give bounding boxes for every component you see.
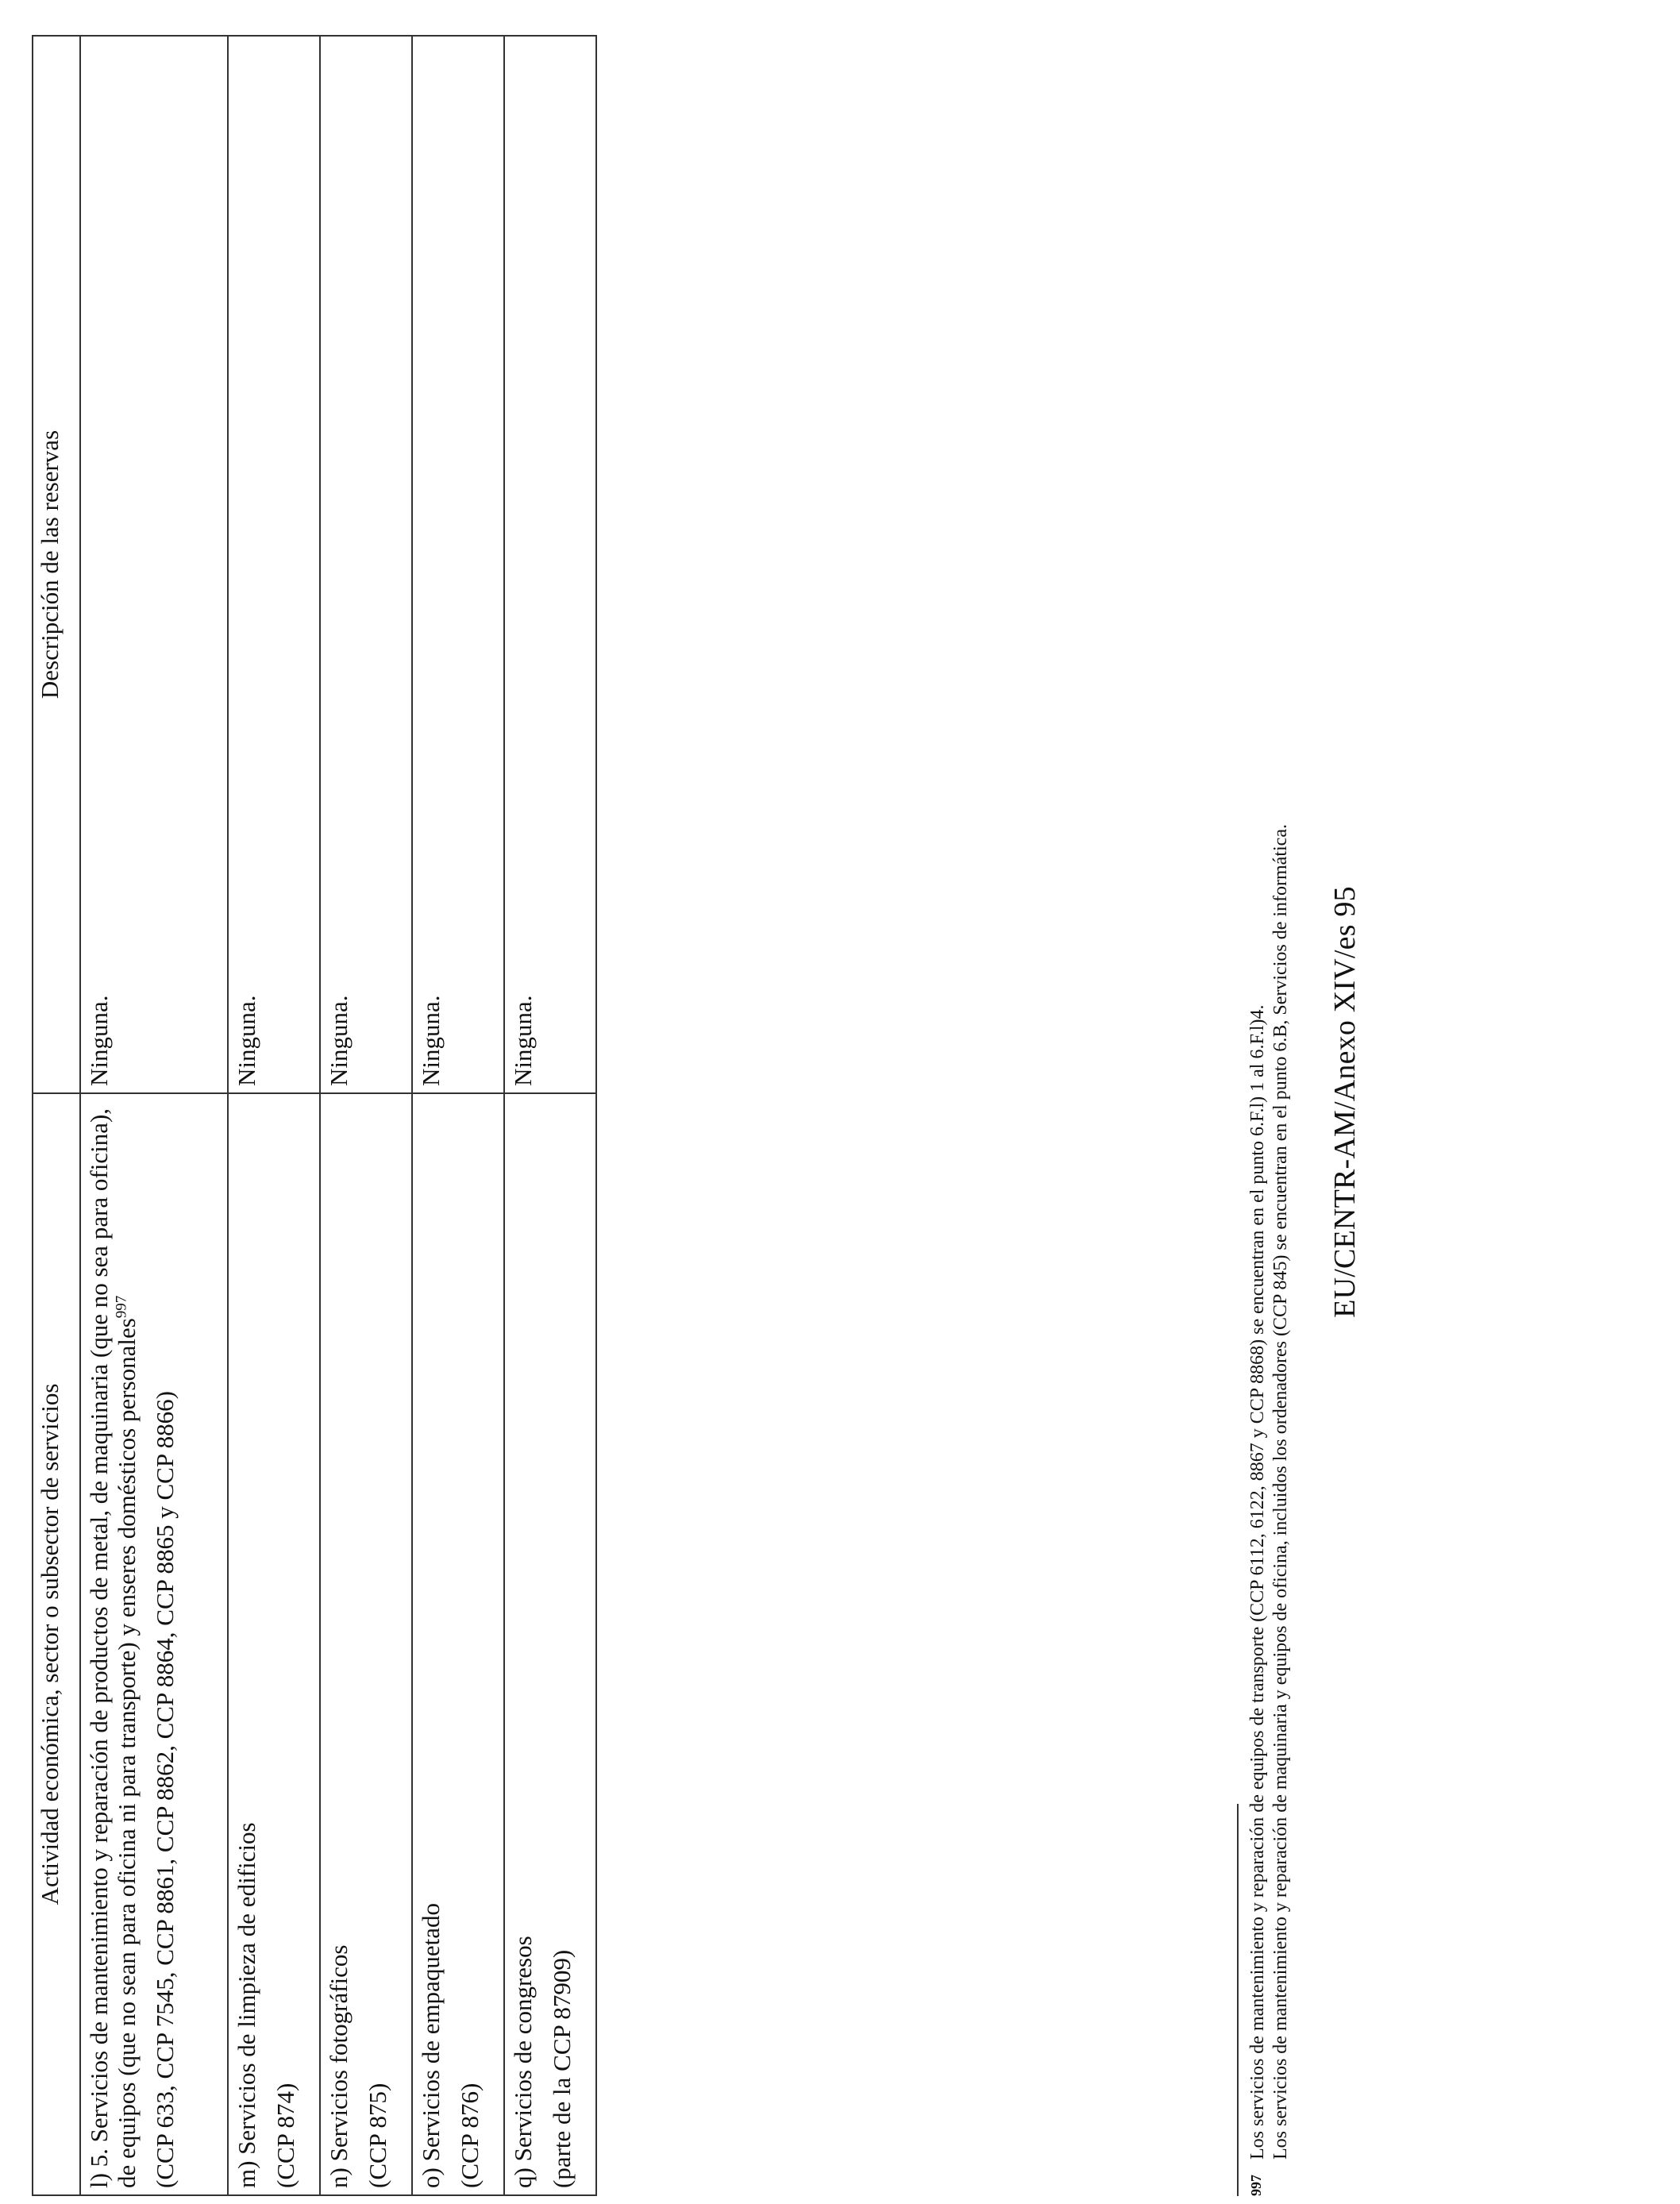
- page-reference: EU/CENTR-AM/Anexo XIV/es 95: [1328, 886, 1362, 1318]
- reservations-table: [32, 35, 597, 2196]
- activity-codes: (CCP 876): [455, 2083, 484, 2188]
- activity-codes: (CCP 875): [363, 2083, 391, 2188]
- activity-text: m) Servicios de limpieza de edificios: [233, 1822, 260, 2188]
- activity-text: q) Servicios de congresos: [509, 1936, 537, 2188]
- table-row: [228, 36, 320, 2195]
- table-header-row: [33, 36, 80, 2195]
- footnote-divider: [1237, 1804, 1239, 2196]
- description-cell: Ninguna.: [320, 36, 412, 1093]
- activity-cell: [320, 1093, 412, 2195]
- table-row: [504, 36, 596, 2195]
- activity-codes: (parte de la CCP 87909): [547, 1949, 576, 2188]
- header-description: Descripción de las reservas: [33, 36, 80, 1093]
- description-cell: Ninguna.: [228, 36, 320, 1093]
- activity-codes: (CCP 874): [271, 2083, 299, 2188]
- table-row: [80, 36, 228, 2195]
- activity-cell: [412, 1093, 504, 2195]
- description-cell: Ninguna.: [80, 36, 228, 1093]
- activity-cell: [228, 1093, 320, 2195]
- footnote-line: Los servicios de mantenimiento y reparación de equipos de transporte (CCP 6112, 6122, 8867 y CCP 8868) se encuentran en el punto 6.F.l) 1 al 6.F.l)4.: [1247, 1004, 1268, 2160]
- activity-codes: (CCP 633, CCP 7545, CCP 8861, CCP 8862, CCP 8864, CCP 8865 y CCP 8866): [151, 1390, 179, 2188]
- description-cell: Ninguna.: [412, 36, 504, 1093]
- header-activity: Actividad económica, sector o subsector de servicios: [33, 1093, 80, 2195]
- activity-text: n) Servicios fotográficos: [325, 1944, 353, 2188]
- footnote-line: Los servicios de mantenimiento y reparación de maquinaria y equipos de oficina, incluidos los ordenadores (CCP 845) se encuentran en el punto 6.B, Servicios de informática.: [1270, 824, 1291, 2160]
- activity-text: l) 5. Servicios de mantenimiento y reparación de productos de metal, de maquinaria (que no sea para oficina), de equipos (que no sean para oficina ni para transporte) y enseres domésticos personales: [85, 1108, 141, 2188]
- table-row: [412, 36, 504, 2195]
- footnote-text: [1247, 824, 1293, 2160]
- table-row: [320, 36, 412, 2195]
- activity-text: o) Servicios de empaquetado: [417, 1903, 445, 2188]
- footnote-number: 997: [1248, 2175, 1264, 2196]
- activity-cell: [80, 1093, 228, 2195]
- activity-cell: [504, 1093, 596, 2195]
- footnote-reference: 997: [113, 1295, 130, 1319]
- description-cell: Ninguna.: [504, 36, 596, 1093]
